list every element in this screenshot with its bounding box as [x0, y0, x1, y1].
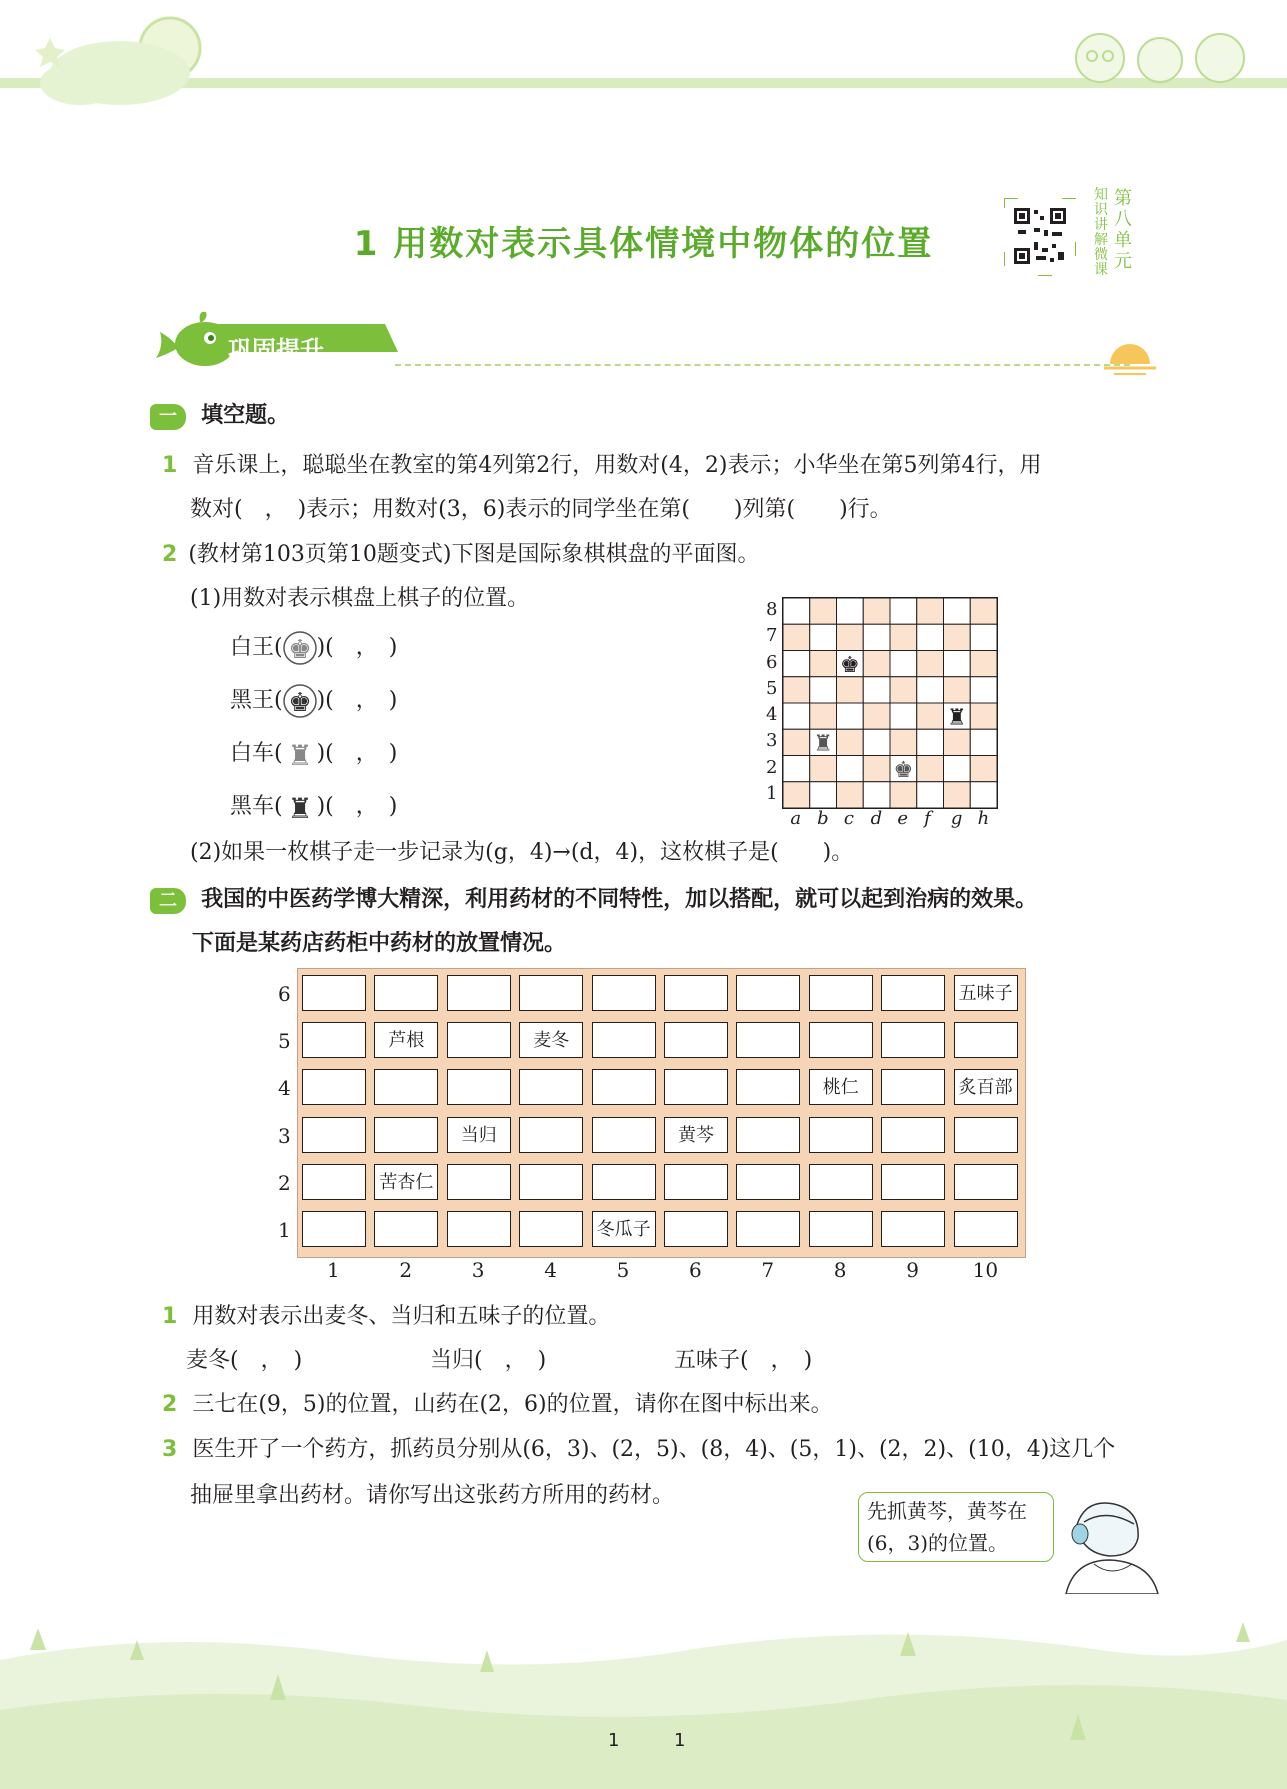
cabinet-col-label: 1 [327, 1258, 340, 1282]
cabinet-col-label: 2 [399, 1258, 413, 1282]
cabinet-row-label: 4 [278, 1076, 291, 1101]
board-square [970, 729, 997, 755]
drawer-filled: 桃仁 [809, 1069, 873, 1105]
drawer-empty [736, 1164, 800, 1200]
drawer-empty [954, 1164, 1018, 1200]
board-col-label: g [950, 808, 963, 829]
board-square [944, 729, 971, 755]
drawer-empty [809, 1211, 873, 1247]
cabinet-col-label: 4 [544, 1258, 557, 1282]
board-square [890, 729, 917, 755]
cloud-sun-icon [20, 8, 220, 108]
board-row-label: 1 [766, 782, 778, 804]
chessboard [782, 597, 998, 809]
board-square [783, 703, 810, 729]
board-row-label: 6 [766, 651, 778, 673]
board-col-label: d [870, 808, 883, 829]
cabinet-row-label: 5 [278, 1029, 291, 1054]
board-col-label: c [843, 808, 854, 829]
drawer-empty [954, 1022, 1018, 1058]
s2-q1-answer-wuweizi: 五味子( ， ) [674, 1348, 813, 1373]
board-square [863, 729, 890, 755]
drawer-empty [592, 1164, 656, 1200]
board-white-rook: ♜ [813, 731, 833, 757]
board-col-label: f [924, 808, 931, 829]
cabinet-row-label: 1 [278, 1218, 291, 1242]
s1-q1-line1: 1 音乐课上，聪聪坐在教室的第4列第2行，用数对(4，2)表示；小华坐在第5列第4行，用 [162, 453, 1042, 478]
board-square [970, 624, 997, 650]
board-square [917, 624, 944, 650]
s2-q1-answer-danggui: 当归( ， ) [430, 1348, 547, 1373]
drawer-empty [519, 975, 583, 1011]
piece-black-king: 黑王( ♚ )( ， ) [230, 683, 397, 718]
cabinet-row-label: 6 [278, 982, 291, 1006]
board-square [863, 598, 890, 624]
svg-text:♚: ♚ [287, 635, 312, 665]
drawer-empty [664, 1211, 728, 1247]
drawer-empty [881, 1022, 945, 1058]
board-square [863, 756, 890, 782]
board-square [783, 756, 810, 782]
board-square [837, 677, 864, 703]
drawer-empty [664, 975, 728, 1011]
section2-tag: 二 [150, 888, 186, 914]
animals-icon [1060, 20, 1260, 90]
board-square [863, 782, 890, 808]
page-title: 1 用数对表示具体情境中物体的位置 [353, 224, 934, 264]
s1-q2-sub2: (2)如果一枚棋子走一步记录为(g，4)→(d，4)，这枚棋子是( )。 [190, 840, 854, 865]
board-row-label: 7 [766, 625, 778, 647]
cabinet-row-label: 2 [278, 1170, 291, 1195]
cabinet-col-label: 5 [616, 1258, 630, 1282]
drawer-empty [447, 975, 511, 1011]
svg-text:♜: ♜ [287, 739, 313, 771]
board-square [810, 677, 837, 703]
board-row-label: 5 [766, 677, 778, 699]
drawer-empty [519, 1211, 583, 1247]
chessboard-col-labels [782, 808, 998, 832]
s2-q3-line1: 3 医生开了一个药方，抓药员分别从(6，3)、(2，5)、(8，4)、(5，1)、(2，2)、(10，4)这几个 [162, 1437, 1116, 1462]
section2-heading-2: 下面是某药店药柜中药材的放置情况。 [192, 931, 567, 956]
cabinet-row-labels [272, 968, 294, 1256]
board-square [917, 598, 944, 624]
drawer-empty [302, 1069, 366, 1105]
drawer-empty [809, 975, 873, 1011]
drawer-filled: 五味子 [954, 975, 1018, 1011]
drawer-empty [374, 975, 438, 1011]
section1-heading: 填空题。 [201, 403, 290, 428]
chessboard-grid [783, 598, 997, 808]
sunrise-icon [1100, 328, 1160, 378]
s1-q1-line2: 数对( ， )表示；用数对(3，6)表示的同学坐在第( )列第( )行。 [190, 497, 892, 522]
qr-code-icon[interactable] [1004, 198, 1076, 276]
board-square [810, 651, 837, 677]
cabinet-row-label: 3 [278, 1123, 291, 1148]
board-square [970, 782, 997, 808]
board-square [917, 677, 944, 703]
drawer-filled: 黄芩 [664, 1117, 728, 1153]
section1-header [150, 398, 289, 430]
piece-white-king: 白王( ♚ )( ， ) [230, 630, 397, 665]
board-row-label: 2 [766, 756, 778, 778]
drawer-empty [302, 1211, 366, 1247]
board-square [863, 677, 890, 703]
black-rook-icon [283, 790, 317, 824]
piece-black-rook: 黑车( ♜ )( ， ) [230, 792, 398, 824]
board-col-label: e [897, 808, 909, 829]
drawer-empty [664, 1022, 728, 1058]
s2-q1-answer-maidong: 麦冬( ， ) [186, 1348, 303, 1373]
s2-q1: 1 用数对表示出麦冬、当归和五味子的位置。 [162, 1304, 611, 1329]
drawer-empty [447, 1069, 511, 1105]
s2-q3-line2: 抽屉里拿出药材。请你写出这张药方所用的药材。 [190, 1483, 675, 1508]
board-col-label: h [977, 808, 990, 829]
drawer-filled: 炙百部 [954, 1069, 1018, 1105]
board-square [917, 703, 944, 729]
cabinet-col-label: 10 [972, 1258, 999, 1282]
board-row-label: 3 [766, 730, 778, 752]
drawer-filled: 芦根 [374, 1022, 438, 1058]
board-square [944, 677, 971, 703]
board-square [970, 703, 997, 729]
medicine-cabinet [297, 968, 1026, 1258]
s1-q2-sub1: (1)用数对表示棋盘上棋子的位置。 [190, 586, 530, 611]
banner-label: 巩固提升 [228, 336, 324, 364]
drawer-empty [736, 1022, 800, 1058]
board-square [917, 651, 944, 677]
board-square [837, 598, 864, 624]
drawer-empty [736, 1211, 800, 1247]
board-square [890, 624, 917, 650]
drawer-empty [374, 1069, 438, 1105]
drawer-empty [302, 1164, 366, 1200]
drawer-filled: 当归 [447, 1117, 511, 1153]
drawer-empty [954, 1117, 1018, 1153]
board-square [783, 651, 810, 677]
board-square [917, 756, 944, 782]
board-square [890, 598, 917, 624]
board-square [810, 703, 837, 729]
speech-bubble: 先抓黄芩，黄芩在 (6，3)的位置。 [858, 1492, 1054, 1562]
drawer-empty [374, 1211, 438, 1247]
black-king-icon [283, 684, 317, 718]
banner-divider [395, 364, 1130, 366]
drawer-filled: 冬瓜子 [592, 1211, 656, 1247]
board-col-label: b [817, 808, 829, 829]
board-col-label: a [790, 808, 802, 829]
board-square [810, 756, 837, 782]
page-number-left: 1 [608, 1730, 620, 1751]
board-row-label: 4 [766, 704, 778, 725]
board-square [783, 598, 810, 624]
board-black-rook: ♜ [947, 705, 967, 731]
white-rook-icon [283, 737, 317, 771]
drawer-empty [302, 975, 366, 1011]
drawer-empty [881, 1164, 945, 1200]
board-square [970, 756, 997, 782]
board-square [837, 729, 864, 755]
board-square [890, 651, 917, 677]
svg-text:♚: ♚ [287, 688, 312, 718]
board-square [944, 756, 971, 782]
pharmacist-icon [1054, 1494, 1162, 1594]
board-square [783, 677, 810, 703]
drawer-empty [664, 1164, 728, 1200]
board-row-label: 8 [766, 599, 778, 620]
board-square [944, 651, 971, 677]
board-white-king: ♚ [893, 757, 914, 783]
cabinet-col-label: 3 [471, 1258, 485, 1282]
board-square [944, 598, 971, 624]
chessboard-row-labels [766, 597, 782, 807]
s1-q2-line1: 2 (教材第103页第10题变式)下图是国际象棋棋盘的平面图。 [162, 542, 760, 567]
board-square [810, 598, 837, 624]
svg-text:♜: ♜ [287, 792, 313, 824]
drawer-empty [519, 1164, 583, 1200]
board-square [783, 624, 810, 650]
drawer-empty [519, 1117, 583, 1153]
drawer-empty [736, 1069, 800, 1105]
drawer-empty [881, 1117, 945, 1153]
unit-side-label: 第 八 单 元 知 识 讲 解 微 课 [1094, 187, 1132, 278]
cabinet-col-labels [297, 1258, 1024, 1284]
board-square [783, 782, 810, 808]
board-square [837, 703, 864, 729]
drawer-filled: 苦杏仁 [374, 1164, 438, 1200]
drawer-empty [954, 1211, 1018, 1247]
drawer-empty [881, 1069, 945, 1105]
drawer-empty [447, 1211, 511, 1247]
drawer-empty [592, 1117, 656, 1153]
white-king-icon [283, 631, 317, 665]
drawer-empty [809, 1022, 873, 1058]
section1-tag: 一 [150, 404, 186, 430]
drawer-empty [809, 1164, 873, 1200]
drawer-empty [592, 975, 656, 1011]
hills-decor [0, 1620, 1287, 1789]
board-square [944, 624, 971, 650]
drawer-empty [664, 1069, 728, 1105]
board-square [917, 729, 944, 755]
board-black-king: ♚ [840, 652, 860, 678]
drawer-empty [592, 1022, 656, 1058]
drawer-empty [881, 1211, 945, 1247]
page-number-right: 1 [674, 1730, 686, 1751]
cabinet-col-label: 9 [906, 1258, 919, 1282]
s2-q2: 2 三七在(9，5)的位置，山药在(2，6)的位置，请你在图中标出来。 [162, 1392, 833, 1417]
drawer-empty [736, 975, 800, 1011]
drawer-empty [519, 1069, 583, 1105]
drawer-empty [736, 1117, 800, 1153]
piece-white-rook: 白车( ♜ )( ， ) [230, 739, 398, 771]
drawer-empty [809, 1117, 873, 1153]
board-square [970, 598, 997, 624]
board-square [970, 677, 997, 703]
drawer-empty [302, 1117, 366, 1153]
board-square [810, 624, 837, 650]
board-square [810, 782, 837, 808]
section2-header [150, 882, 1037, 914]
drawer-empty [302, 1022, 366, 1058]
board-square [970, 651, 997, 677]
board-square [890, 677, 917, 703]
cabinet-col-label: 8 [833, 1258, 847, 1282]
board-square [837, 624, 864, 650]
drawer-empty [881, 975, 945, 1011]
drawer-empty [592, 1069, 656, 1105]
board-square [783, 729, 810, 755]
drawer-empty [447, 1164, 511, 1200]
cabinet-col-label: 6 [689, 1258, 702, 1282]
board-square [863, 703, 890, 729]
drawer-filled: 麦冬 [519, 1022, 583, 1058]
board-square [837, 756, 864, 782]
drawer-empty [374, 1117, 438, 1153]
board-square [890, 782, 917, 808]
board-square [890, 703, 917, 729]
cabinet-col-label: 7 [761, 1258, 775, 1282]
drawer-empty [447, 1022, 511, 1058]
board-square [863, 624, 890, 650]
board-square [837, 782, 864, 808]
board-square [944, 782, 971, 808]
section2-heading-1: 我国的中医药学博大精深，利用药材的不同特性，加以搭配，就可以起到治病的效果。 [201, 887, 1038, 912]
board-square [863, 651, 890, 677]
board-square [917, 782, 944, 808]
